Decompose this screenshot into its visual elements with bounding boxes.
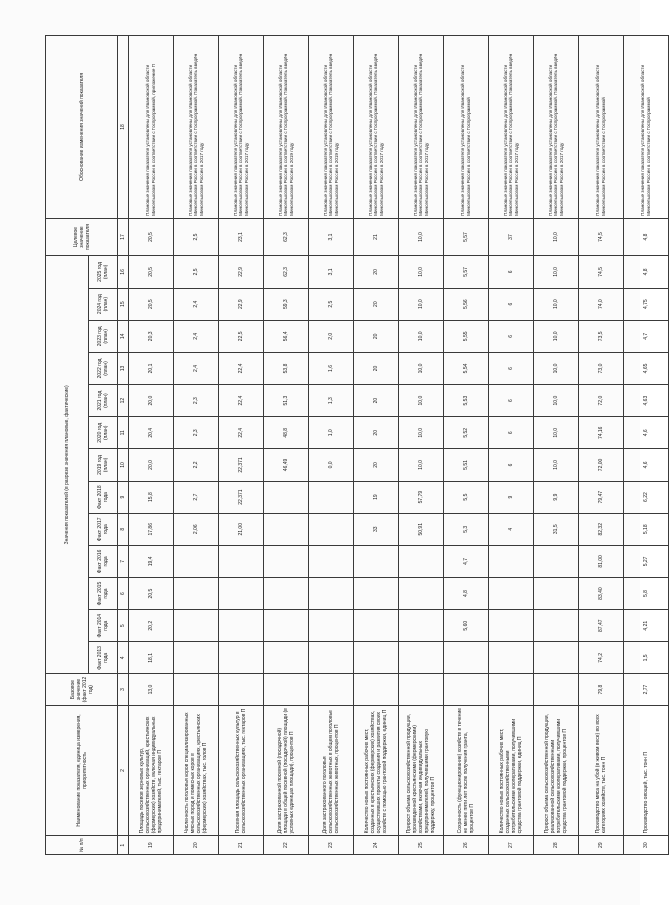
header-year: Факт 2017 года (89, 513, 118, 545)
indicator-value: 72,00 (579, 449, 624, 481)
header-name: Наименование показателя, единица измерения, приоритетность (46, 705, 118, 836)
indicator-value: 19,4 (129, 545, 174, 577)
indicator-value (174, 577, 219, 609)
indicator-value: 2,5 (174, 256, 219, 288)
header-year: 2019 год (план) (89, 449, 118, 481)
indicator-value: 6 (489, 320, 534, 352)
table-row (489, 36, 534, 855)
indicator-value: 2,5 (174, 218, 219, 255)
indicator-value: 22,9 (219, 288, 264, 320)
base-value (264, 674, 309, 705)
indicator-value: 74,2 (579, 642, 624, 674)
indicator-value: 1,5 (624, 642, 669, 674)
indicator-value: 10,0 (534, 288, 579, 320)
indicator-value: 22,4 (219, 385, 264, 417)
indicator-value: 5,5 (444, 481, 489, 513)
indicator-value: 87,47 (579, 610, 624, 642)
indicator-value: 46,49 (264, 449, 309, 481)
indicator-value: 20,3 (129, 320, 174, 352)
indicator-value: 10,0 (534, 417, 579, 449)
row-number: 19 (129, 836, 174, 855)
indicator-value: 5,55 (444, 320, 489, 352)
indicator-value (174, 610, 219, 642)
indicator-value: 17,86 (129, 513, 174, 545)
row-number: 30 (624, 836, 669, 855)
indicator-value: 59,3 (264, 288, 309, 320)
indicator-value: 37 (489, 218, 534, 255)
indicator-name: Производство овощей, тыс. тонн П (624, 705, 669, 836)
header-year: Факт 2013 года (89, 642, 118, 674)
indicator-value: 5,51 (444, 449, 489, 481)
indicator-value (309, 642, 354, 674)
indicator-value: 22,5 (219, 320, 264, 352)
base-value: 79,8 (579, 674, 624, 705)
indicator-value (219, 642, 264, 674)
indicator-value: 9,9 (534, 481, 579, 513)
indicator-value (489, 577, 534, 609)
indicator-value: 5,57 (444, 256, 489, 288)
indicator-value: 4,21 (624, 610, 669, 642)
table-row (264, 36, 309, 855)
header-year: 2024 год (план) (89, 288, 118, 320)
indicator-name: Количество новых постоянных рабочих мест, созданных сельскохозяйственными потребительскими кооперативами, получившими средства грантовой поддержки, единиц П (489, 705, 534, 836)
indicator-value: 4,8 (624, 218, 669, 255)
indicator-value: 1,3 (309, 385, 354, 417)
indicator-value: 10,0 (399, 417, 444, 449)
indicator-value: 20,1 (129, 352, 174, 384)
row-number: 28 (534, 836, 579, 855)
base-value (489, 674, 534, 705)
indicator-value: 62,3 (264, 218, 309, 255)
header-year: 2021 год (план) (89, 385, 118, 417)
indicator-value: 19 (354, 481, 399, 513)
header-column-number: 15 (118, 288, 129, 320)
rotated-table-sheet (45, 35, 651, 855)
indicator-value: 72,0 (579, 385, 624, 417)
indicator-value: 2,4 (174, 320, 219, 352)
row-number: 22 (264, 836, 309, 855)
indicator-value: 5,18 (624, 513, 669, 545)
header-column-number: 11 (118, 417, 129, 449)
change-reason: Плановые значения показателя установлены для Ивановской области Минсельхозом России в соответствии с Госпрограммой (444, 36, 489, 219)
indicator-value: 2,4 (174, 352, 219, 384)
indicator-value: 18,1 (129, 642, 174, 674)
indicator-value: 5,52 (444, 417, 489, 449)
indicator-name: Прирост объема сельскохозяйственной продукции, реализованной сельскохозяйственными потребительскими кооперативами, получившими средства грантовой поддержки, процентов П (534, 705, 579, 836)
indicator-name: Количество новых постоянных рабочих мест, созданных в крестьянских (фермерских) хозяйствах, осуществивших проекты создания и развития своих хозяйств с помощью грантовой поддержки, единиц П (354, 705, 399, 836)
header-target: Целевое значение показателя (46, 218, 118, 255)
header-year: 2023 год (план) (89, 320, 118, 352)
indicator-value (354, 642, 399, 674)
header-column-number: 6 (118, 577, 129, 609)
indicator-value (489, 610, 534, 642)
base-value (309, 674, 354, 705)
indicator-value: 2,2 (174, 449, 219, 481)
indicator-value: 10,0 (399, 256, 444, 288)
indicator-value (264, 577, 309, 609)
table-row (354, 36, 399, 855)
indicator-value: 48,8 (264, 417, 309, 449)
indicator-value (309, 577, 354, 609)
indicator-value: 31,5 (534, 513, 579, 545)
indicator-value: 20 (354, 449, 399, 481)
indicators-table (45, 35, 669, 855)
table-row (174, 36, 219, 855)
header-column-number: 4 (118, 642, 129, 674)
indicator-name: Производство мяса на убой (в живом весе) во всех категориях хозяйств, тыс. тонн П (579, 705, 624, 836)
indicator-value (219, 577, 264, 609)
indicator-value: 10,0 (399, 385, 444, 417)
indicator-value: 22,9 (219, 256, 264, 288)
indicator-value (354, 610, 399, 642)
indicator-value (534, 610, 579, 642)
indicator-value (309, 545, 354, 577)
indicator-value: 20 (354, 417, 399, 449)
indicator-value: 81,00 (579, 545, 624, 577)
indicator-value: 6,22 (624, 481, 669, 513)
indicator-value (264, 545, 309, 577)
indicator-value: 4,75 (624, 288, 669, 320)
header-column-number: 13 (118, 352, 129, 384)
indicator-value: 15,8 (129, 481, 174, 513)
row-number: 21 (219, 836, 264, 855)
header-column-number: 9 (118, 481, 129, 513)
change-reason: Плановые значения показателя установлены для Ивановской области Минсельхозом России в соответствии с Госпрограммой. Показатель введён Минсельхозом России в 2019 году (309, 36, 354, 219)
indicator-value: 53,8 (264, 352, 309, 384)
indicator-value (354, 545, 399, 577)
header-year: 2022 год (план) (89, 352, 118, 384)
indicator-value: 10,0 (534, 385, 579, 417)
indicator-value: 20,5 (129, 577, 174, 609)
header-column-number: 17 (118, 218, 129, 255)
indicator-value: 56,4 (264, 320, 309, 352)
header-year: Факт 2018 года (89, 481, 118, 513)
indicator-value: 23,1 (219, 218, 264, 255)
base-value (219, 674, 264, 705)
indicator-value (399, 577, 444, 609)
change-reason: Плановые значения показателя установлены для Ивановской области Минсельхозом России в соответствии с Госпрограммой. Показатель введён Минсельхозом России в 2017 году (174, 36, 219, 219)
table-body (129, 36, 669, 855)
indicator-value: 10,0 (534, 352, 579, 384)
indicator-value: 6 (489, 288, 534, 320)
indicator-name: Доля застрахованной посевной (посадочной) площади в общей посевной (посадочной) площади (в условных единицах площади), процентов П (264, 705, 309, 836)
indicator-value: 22,4 (219, 417, 264, 449)
indicator-value (309, 513, 354, 545)
indicator-value: 20,0 (129, 449, 174, 481)
indicator-value: 21,00 (219, 513, 264, 545)
indicator-value: 79,47 (579, 481, 624, 513)
header-year: Факт 2016 года (89, 545, 118, 577)
indicator-value: 9 (489, 481, 534, 513)
table-row (129, 36, 174, 855)
indicator-value: 10,0 (534, 449, 579, 481)
indicator-value (309, 481, 354, 513)
indicator-value: 73,0 (579, 352, 624, 384)
indicator-value (534, 642, 579, 674)
indicator-value: 5,3 (444, 513, 489, 545)
indicator-name: Прирост объема сельскохозяйственной продукции, произведенной крестьянскими (фермерскими) хозяйствами, включая индивидуальных предпринимателей, получившими грантовую поддержку, процентов П (399, 705, 444, 836)
indicator-value: 1,6 (309, 352, 354, 384)
header-year: Факт 2015 года (89, 577, 118, 609)
change-reason: Плановые значения показателя установлены для Ивановской области Минсельхозом России в соответствии с Госпрограммой. Показатель введён Минсельхозом России в 2017 году (354, 36, 399, 219)
indicator-value: 10,0 (399, 320, 444, 352)
indicator-value: 20 (354, 256, 399, 288)
indicator-value: 4,63 (624, 385, 669, 417)
indicator-value: 4,65 (624, 352, 669, 384)
indicator-value (264, 642, 309, 674)
indicator-name: Доля застрахованного поголовья сельскохозяйственных животных в общем поголовье сельскохозяйственных животных, процентов П (309, 705, 354, 836)
header-column-number: 5 (118, 610, 129, 642)
base-value (399, 674, 444, 705)
indicator-value: 73,5 (579, 320, 624, 352)
indicator-value: 83,40 (579, 577, 624, 609)
indicator-value: 5,8 (624, 577, 669, 609)
indicator-value: 5,57 (444, 218, 489, 255)
change-reason: Плановые значения показателя установлены для Ивановской области Минсельхозом России в соответствии с Госпрограммой, приложение П (129, 36, 174, 219)
row-number: 24 (354, 836, 399, 855)
indicator-value: 2,4 (174, 288, 219, 320)
indicator-value (489, 545, 534, 577)
change-reason: Плановые значения показателя установлены для Ивановской области Минсельхозом России в соответствии с Госпрограммой. Показатель введён Минсельхозом России в 2019 году (264, 36, 309, 219)
header-year: Факт 2014 года (89, 610, 118, 642)
indicator-value: 5,27 (624, 545, 669, 577)
indicator-name: Сохранность (функционирование) хозяйств в течение не менее пяти лет после получения гранта, процентов П (444, 705, 489, 836)
indicator-value: 4,7 (444, 545, 489, 577)
indicator-value: 6 (489, 256, 534, 288)
table-row (444, 36, 489, 855)
table-row (219, 36, 264, 855)
indicator-value: 20 (354, 320, 399, 352)
indicator-value: 51,3 (264, 385, 309, 417)
indicator-value (444, 642, 489, 674)
row-number: 23 (309, 836, 354, 855)
indicator-value: 3,1 (309, 256, 354, 288)
table-row (624, 36, 669, 855)
indicator-value: 10,0 (534, 320, 579, 352)
indicator-value: 20,5 (129, 218, 174, 255)
indicator-value: 10,0 (399, 218, 444, 255)
indicator-value (354, 577, 399, 609)
indicator-value: 4,8 (624, 256, 669, 288)
base-value: 13,0 (129, 674, 174, 705)
indicator-value: 2,0 (309, 320, 354, 352)
indicator-value: 2,3 (174, 385, 219, 417)
indicator-value: 3,1 (309, 218, 354, 255)
indicator-value: 0,0 (309, 449, 354, 481)
indicator-value: 10,0 (399, 288, 444, 320)
header-column-number: 2 (118, 705, 129, 836)
row-number: 29 (579, 836, 624, 855)
indicator-value (399, 642, 444, 674)
indicator-value: 20,5 (129, 256, 174, 288)
header-values-group: Значения показателей (в разрезе значения плановые, фактические) (46, 256, 89, 674)
change-reason: Плановые значения показателя установлены для Ивановской области Минсельхозом России в соответствии с Госпрограммой. Показатель введён Минсельхозом России в 2017 году (399, 36, 444, 219)
indicator-value: 2,06 (174, 513, 219, 545)
indicator-value: 4 (489, 513, 534, 545)
row-number: 25 (399, 836, 444, 855)
header-column-number: 1 (118, 836, 129, 855)
indicator-value: 20,0 (129, 385, 174, 417)
indicator-value: 74,5 (579, 218, 624, 255)
indicator-value (174, 545, 219, 577)
row-number: 20 (174, 836, 219, 855)
indicator-name: Посевная площадь сельскохозяйственных культур в сельскохозяйственных организациях, тыс. гектаров П (219, 705, 264, 836)
indicator-value: 10,0 (534, 256, 579, 288)
table-row (399, 36, 444, 855)
header-column-number: 7 (118, 545, 129, 577)
indicator-value: 4,6 (624, 417, 669, 449)
indicator-value: 21 (354, 218, 399, 255)
indicator-value: 2,7 (174, 481, 219, 513)
header-num: № п/п (46, 836, 118, 855)
indicator-value: 10,0 (399, 449, 444, 481)
indicator-value: 2,5 (309, 288, 354, 320)
indicator-value: 62,3 (264, 256, 309, 288)
indicator-value: 33 (354, 513, 399, 545)
indicator-name: Площадь посевов зерновых культур, сельскохозяйственных организаций, крестьянских (фермерских) хозяйств, включая индивидуальных предпринимателей, тыс. гектаров П (129, 705, 174, 836)
indicator-value: 20,5 (129, 288, 174, 320)
row-number: 27 (489, 836, 534, 855)
base-value (534, 674, 579, 705)
indicator-value: 22,371 (219, 481, 264, 513)
indicator-value (174, 642, 219, 674)
table-row (534, 36, 579, 855)
header-column-number: 18 (118, 36, 129, 219)
indicator-value: 4,6 (624, 449, 669, 481)
change-reason: Плановые значения показателя установлены для Ивановской области Минсельхозом России в соответствии с Госпрограммой. Показатель введён Минсельхозом России в 2017 году (489, 36, 534, 219)
indicator-value: 22,371 (219, 449, 264, 481)
row-number: 26 (444, 836, 489, 855)
indicator-value: 20 (354, 352, 399, 384)
indicator-value (264, 513, 309, 545)
indicator-value (219, 610, 264, 642)
indicator-value: 6 (489, 385, 534, 417)
indicator-value: 22,4 (219, 352, 264, 384)
indicator-value: 20,2 (129, 610, 174, 642)
change-reason: Плановые значения показателя установлены для Ивановской области Минсельхозом России в соответствии с Госпрограммой. Показатель введён Минсельхозом России в 2017 году (534, 36, 579, 219)
indicator-value: 10,0 (534, 218, 579, 255)
header-column-number: 8 (118, 513, 129, 545)
indicator-value: 5,54 (444, 352, 489, 384)
indicator-value: 4,7 (624, 320, 669, 352)
indicator-value: 82,32 (579, 513, 624, 545)
indicator-value (399, 545, 444, 577)
indicator-value (219, 545, 264, 577)
indicator-value (534, 577, 579, 609)
header-column-number: 14 (118, 320, 129, 352)
header-year: 2025 год (план) (89, 256, 118, 288)
change-reason: Плановые значения показателя установлены для Ивановской области Минсельхозом России в соответствии с Госпрограммой (624, 36, 669, 219)
indicator-value: 6 (489, 449, 534, 481)
indicator-value: 20,4 (129, 417, 174, 449)
indicator-value: 1,0 (309, 417, 354, 449)
base-value: 2,77 (624, 674, 669, 705)
change-reason: Плановые значения показателя установлены для Ивановской области Минсельхозом России в соответствии с Госпрограммой (579, 36, 624, 219)
indicator-value: 74,0 (579, 288, 624, 320)
indicator-value: 5,53 (444, 385, 489, 417)
indicator-value (264, 481, 309, 513)
header-column-number: 16 (118, 256, 129, 288)
change-reason: Плановые значения показателя установлены для Ивановской области Минсельхозом России в соответствии с Госпрограммой. Показатель введён Минсельхозом России в 2017 году (219, 36, 264, 219)
table-row (309, 36, 354, 855)
header-column-number: 12 (118, 385, 129, 417)
indicator-value: 50,91 (399, 513, 444, 545)
indicator-value (399, 610, 444, 642)
base-value (444, 674, 489, 705)
indicator-value: 5,56 (444, 288, 489, 320)
indicator-value: 6 (489, 417, 534, 449)
header-column-numbers-row (118, 36, 129, 855)
indicator-value: 20 (354, 385, 399, 417)
indicator-value (489, 642, 534, 674)
indicator-value: 10,0 (399, 352, 444, 384)
header-reason: Обоснование изменения значений показателя (46, 36, 118, 219)
base-value (354, 674, 399, 705)
indicator-value: 74,16 (579, 417, 624, 449)
indicator-value (264, 610, 309, 642)
header-base: Базовое значение (факт 2012 год) (46, 674, 118, 705)
header-column-number: 3 (118, 674, 129, 705)
indicator-name: Численность поголовья коров специализированных мясных пород и помесных коров в сельскохозяйственных организациях, крестьянских (фермерских) хозяйствах, тыс. голов П (174, 705, 219, 836)
indicator-value (309, 610, 354, 642)
header-year: 2020 год (план) (89, 417, 118, 449)
base-value (174, 674, 219, 705)
indicator-value: 2,3 (174, 417, 219, 449)
header-column-number: 10 (118, 449, 129, 481)
table-row (579, 36, 624, 855)
indicator-value: 57,79 (399, 481, 444, 513)
indicator-value (534, 545, 579, 577)
indicator-value: 6 (489, 352, 534, 384)
indicator-value: 20 (354, 288, 399, 320)
indicator-value: 74,5 (579, 256, 624, 288)
indicator-value: 4,8 (444, 577, 489, 609)
indicator-value: 5,60 (444, 610, 489, 642)
